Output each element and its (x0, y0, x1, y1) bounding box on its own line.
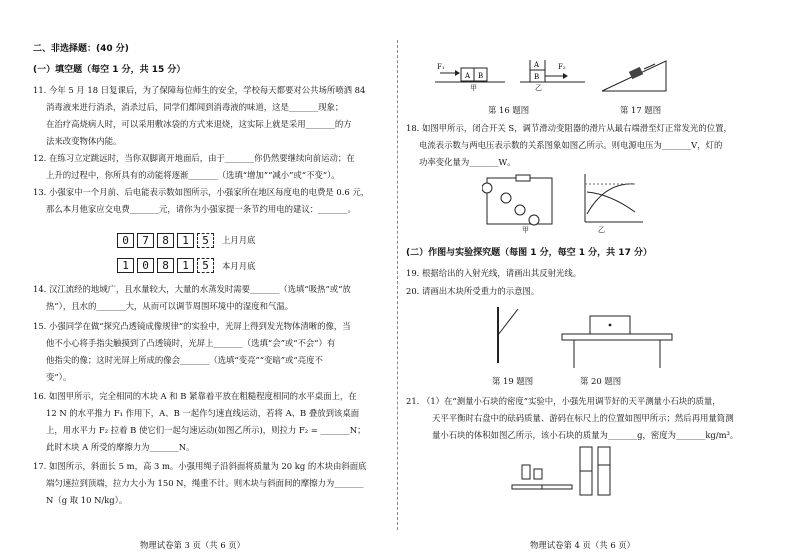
q15-line2: 他不小心将手指尖触摸到了凸透镜时，光屏上_______（选填“会”或“不会”）有 (46, 338, 336, 348)
q14-line1: 14. 汉江流经的地域广，且水量较大，大量的水蒸发时需要_______（选填“吸热”或“放 (33, 284, 351, 294)
q19-text: 19. 根据给出的入射光线，请画出其反射光线。 (406, 268, 582, 278)
fig16-f2-label: F₂ (558, 63, 566, 71)
meter-digit: 0 (117, 233, 134, 248)
page-divider (397, 40, 398, 530)
table-top (562, 334, 672, 340)
graph-curve-2 (587, 192, 635, 212)
subsection-drawing: (二）作图与实验探究题（每图 1 分，每空 1 分，共 17 分） (406, 248, 652, 258)
q15-line4: 变”）。 (46, 372, 72, 382)
q11-line1: 11. 今年 5 月 18 日复课后，为了保障每位师生的安全，学校每天都要对公共场所喷洒 84 (33, 85, 366, 95)
q16-line2: 12 N 的水平推力 F₁ 作用下，A、B 一起作匀速直线运动，若将 A、B 叠放到该桌面 (46, 408, 360, 418)
fig18-yi-label: 乙 (598, 226, 605, 234)
meter-digit: 0 (137, 258, 154, 273)
q21-line2: 天平平衡时右盘中的砝码质量、游码在标尺上的位置如图甲所示；然后再用量筒测 (432, 413, 734, 423)
meter-digit: 8 (157, 233, 174, 248)
subsection-fill-in: (一）填空题（每空 1 分，共 15 分） (33, 65, 186, 75)
weight-20g (522, 465, 530, 479)
q17-line1: 17. 如图所示，斜面长 5 m，高 3 m。小强用绳子沿斜面将质量为 20 kg 的木块由斜面底 (33, 461, 367, 471)
weight-10g (534, 469, 542, 479)
block-b-label: B (534, 73, 540, 81)
fig20-table (560, 310, 680, 370)
meter-before-label: 上月月底 (222, 235, 256, 245)
q12-line2: 上升的过程中，你所具有的动能将逐渐_______（选填“增加”“减小”或“不变”）。 (46, 170, 340, 180)
left-page (0, 0, 395, 560)
q18-line2: 电流表示数与两电压表示数的关系图象如图乙所示。则电源电压为_______V，灯的 (419, 140, 723, 150)
fig18-graph (575, 172, 645, 227)
meter-after-label: 本月月底 (222, 261, 256, 271)
q11-line2: 消毒液来进行消杀，消杀过后，同学们都闻到消毒液的味道，这是_______现象； (46, 102, 344, 112)
q16-line1: 16. 如图甲所示，完全相同的木块 A 和 B 紧靠着平放在粗糙程度相同的水平桌面上，在 (33, 391, 357, 401)
q14-line2: 热”），且水的_______大，从而可以调节周围环境中的湿度和气温。 (46, 301, 294, 311)
q13-line1: 13. 小强家中一个月前、后电能表示数如图所示，小强家所在地区每度电的电费是 0.6 元， (33, 187, 370, 197)
cylinder-2 (598, 447, 610, 495)
voltmeter-1 (501, 193, 511, 203)
q16-line3: 上，用水平力 F₂ 拉着 B 使它们一起匀速运动(如图乙所示)，则拉力 F₂ = _______N； (46, 425, 366, 435)
rheostat (516, 175, 530, 181)
q17-line2: 端匀速拉到顶端，拉力大小为 150 N，绳重不计。则木块与斜面间的摩擦力为_______ (46, 478, 364, 488)
meter-digit: 8 (157, 258, 174, 273)
fig16-jia-label: 甲 (470, 84, 477, 92)
q18-line1: 18. 如图甲所示，闭合开关 S，调节滑动变阻器的滑片从最右端滑至灯正常发光的位置， (406, 123, 732, 133)
fig18-jia-label: 甲 (522, 226, 529, 234)
q16-line4: 此时木块 A 所受的摩擦力为_______N。 (46, 442, 195, 452)
left-footer: 物理试卷第 3 页（共 6 页） (140, 539, 246, 550)
incident-ray (498, 309, 518, 335)
fig17-caption: 第 17 题图 (620, 105, 662, 115)
fig19-caption: 第 19 题图 (492, 376, 534, 386)
fig17-incline (600, 55, 680, 95)
meter-digit: 1 (177, 233, 194, 248)
q21-line1: 21. （1）在“测量小石块的密度”实验中，小强先用调节好的天平测量小石块的质量， (406, 396, 721, 406)
meter-after (117, 258, 214, 273)
q18-line3: 功率变化量为_______W。 (419, 157, 516, 167)
voltmeter-2 (529, 215, 539, 225)
right-page (400, 0, 794, 560)
fig16-caption: 第 16 题图 (488, 105, 530, 115)
fig21-apparatus (510, 445, 640, 500)
section-title: 二、非选择题：(40 分) (33, 44, 129, 54)
lamp (515, 205, 525, 215)
meter-decimal-digit: 5 (197, 233, 214, 248)
block-center-dot (609, 324, 612, 327)
meter-digit: 7 (137, 233, 154, 248)
q17-line3: N（g 取 10 N/kg）。 (46, 495, 128, 505)
q11-line3: 在治疗高烧病人时，可以采用敷冰袋的方式来退烧，这实际上就是采用_______的方 (46, 119, 352, 129)
fig16-yi-label: 乙 (535, 84, 542, 92)
fig19-mirror (488, 305, 528, 365)
block-a-label: A (465, 72, 471, 80)
meter-digit: 1 (117, 258, 134, 273)
fig16-f1-label: F₁ (437, 63, 445, 71)
q20-text: 20. 请画出木块所受重力的示意图。 (406, 286, 540, 296)
fig20-caption: 第 20 题图 (580, 376, 622, 386)
meter-before (117, 233, 214, 248)
ammeter (482, 183, 492, 193)
block-b-label: B (478, 72, 484, 80)
right-footer: 物理试卷第 4 页（共 6 页） (530, 539, 636, 550)
q12-line1: 12. 在练习立定跳远时，当你双脚离开地面后，由于_______你仍然要继续向前运动；在 (33, 153, 355, 163)
q15-line1: 15. 小强同学在做“探究凸透镜成像规律”的实验中，光屏上得到发光物体清晰的像，当 (33, 321, 351, 331)
q11-line4: 法来改变物体内能。 (46, 136, 122, 146)
block-a-label: A (534, 61, 540, 69)
meter-decimal-digit: 5 (197, 258, 214, 273)
fig18-circuit (482, 172, 562, 232)
arrowhead-f1 (455, 70, 460, 76)
q13-line2: 那么本月他家应交电费_______元，请你为小强家提一条节约用电的建议：_______。 (46, 204, 356, 214)
arrowhead-f2 (563, 73, 568, 79)
graph-curve-1 (587, 184, 635, 214)
q15-line3: 他指尖的像；这时光屏上所成的像会_______（选填“变亮”“变暗”或“亮度不 (46, 355, 323, 365)
q21-line3: 量小石块的体积如图乙所示，该小石块的质量为_______g，密度为_______kg/m³。 (432, 430, 739, 440)
circuit-loop (487, 178, 552, 224)
meter-digit: 1 (177, 258, 194, 273)
